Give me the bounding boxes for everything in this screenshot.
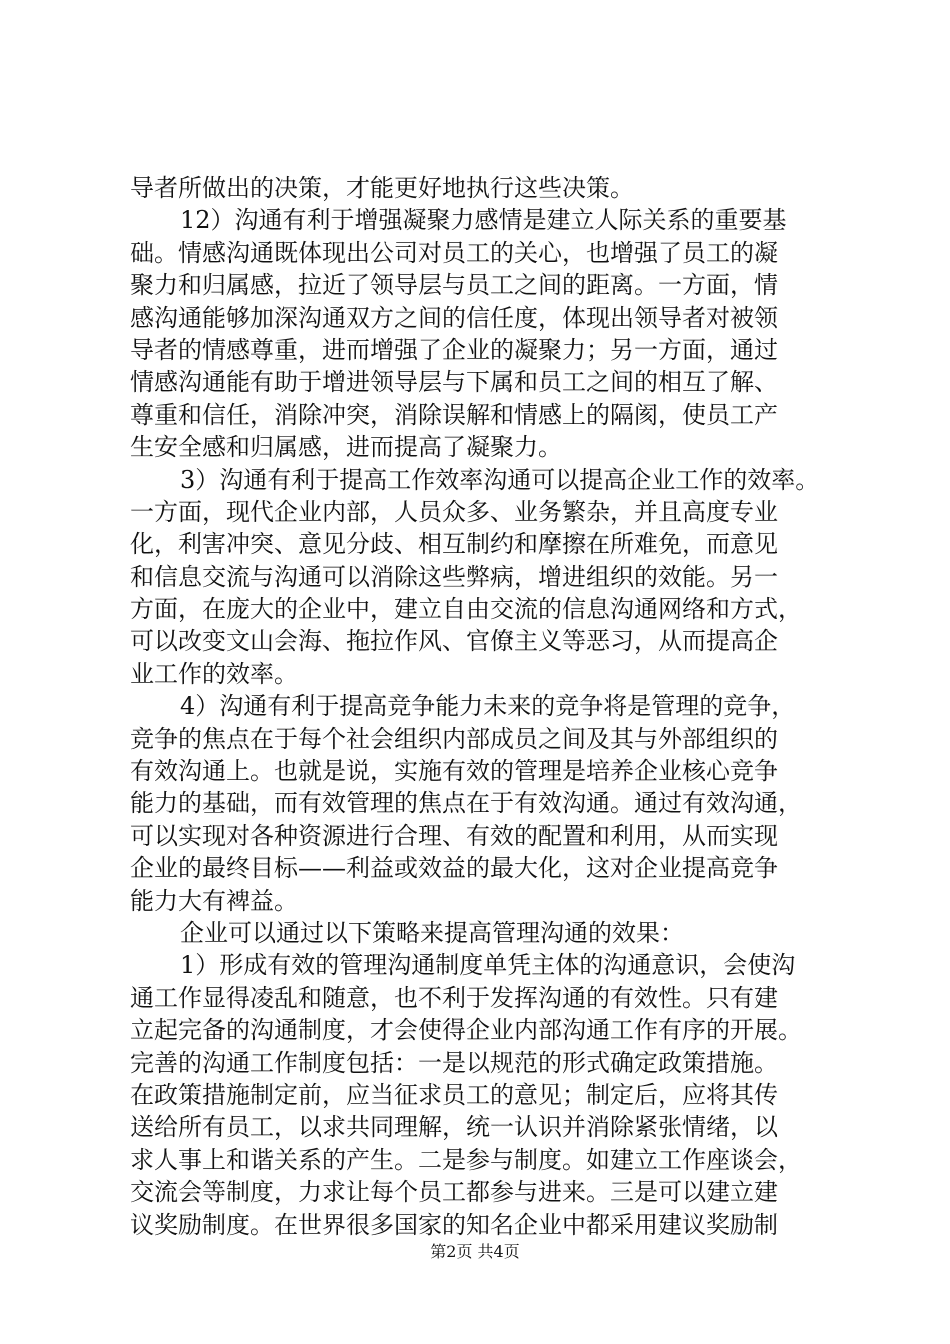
text-line: 企业的最终目标——利益或效益的最大化，这对企业提高竞争 <box>130 854 778 883</box>
text-line: 在政策措施制定前，应当征求员工的意见；制定后，应将其传 <box>130 1080 778 1109</box>
text-line: 求人事上和谐关系的产生。二是参与制度。如建立工作座谈会， <box>130 1145 802 1174</box>
text-line: 交流会等制度，力求让每个员工都参与进来。三是可以建立建 <box>130 1178 778 1207</box>
text-line: 能力的基础，而有效管理的焦点在于有效沟通。通过有效沟通， <box>130 789 802 818</box>
text-line: 可以实现对各种资源进行合理、有效的配置和利用，从而实现 <box>130 821 778 850</box>
text-line: 通工作显得凌乱和随意，也不利于发挥沟通的有效性。只有建 <box>130 983 778 1012</box>
text-line: 送给所有员工，以求共同理解，统一认识并消除紧张情绪，以 <box>130 1113 778 1142</box>
text-line: 议奖励制度。在世界很多国家的知名企业中都采用建议奖励制 <box>130 1210 778 1239</box>
text-line: 础。情感沟通既体现出公司对员工的关心，也增强了员工的凝 <box>130 238 778 267</box>
text-line: 方面，在庞大的企业中，建立自由交流的信息沟通网络和方式， <box>130 595 802 624</box>
text-line: 一方面，现代企业内部，人员众多、业务繁杂，并且高度专业 <box>130 497 778 526</box>
document-body <box>130 172 830 1241</box>
text-line: 3）沟通有利于提高工作效率沟通可以提高企业工作的效率。 <box>180 465 820 494</box>
text-line: 生安全感和归属感，进而提高了凝聚力。 <box>130 433 562 462</box>
text-line: 有效沟通上。也就是说，实施有效的管理是培养企业核心竞争 <box>130 757 778 786</box>
text-line: 可以改变文山会海、拖拉作风、官僚主义等恶习，从而提高企 <box>130 627 778 656</box>
text-line: 竞争的焦点在于每个社会组织内部成员之间及其与外部组织的 <box>130 724 778 753</box>
text-line: 导者所做出的决策，才能更好地执行这些决策。 <box>130 174 634 202</box>
text-line: 企业可以通过以下策略来提高管理沟通的效果： <box>180 918 684 947</box>
text-line: 导者的情感尊重，进而增强了企业的凝聚力；另一方面，通过 <box>130 335 778 364</box>
page-footer: 第2页 共4页 <box>430 1242 520 1261</box>
text-line: 能力大有裨益。 <box>130 886 298 915</box>
text-line: 尊重和信任，消除冲突，消除误解和情感上的隔阂，使员工产 <box>130 400 778 429</box>
text-line: 感沟通能够加深沟通双方之间的信任度，体现出领导者对被领 <box>130 303 778 332</box>
text-line: 完善的沟通工作制度包括：一是以规范的形式确定政策措施。 <box>130 1048 778 1077</box>
text-line: 12）沟通有利于增强凝聚力感情是建立人际关系的重要基 <box>180 206 787 235</box>
text-line: 情感沟通能有助于增进领导层与下属和员工之间的相互了解、 <box>130 368 778 397</box>
text-line: 和信息交流与沟通可以消除这些弊病，增进组织的效能。另一 <box>130 562 778 591</box>
text-line: 聚力和归属感，拉近了领导层与员工之间的距离。一方面，情 <box>130 271 778 300</box>
text-line: 立起完备的沟通制度，才会使得企业内部沟通工作有序的开展。 <box>130 1016 802 1045</box>
text-line: 1）形成有效的管理沟通制度单凭主体的沟通意识，会使沟 <box>180 951 796 980</box>
text-line: 化，利害冲突、意见分歧、相互制约和摩擦在所难免，而意见 <box>130 530 778 559</box>
text-line: 4）沟通有利于提高竞争能力未来的竞争将是管理的竞争， <box>180 692 796 721</box>
text-line: 业工作的效率。 <box>130 659 298 688</box>
